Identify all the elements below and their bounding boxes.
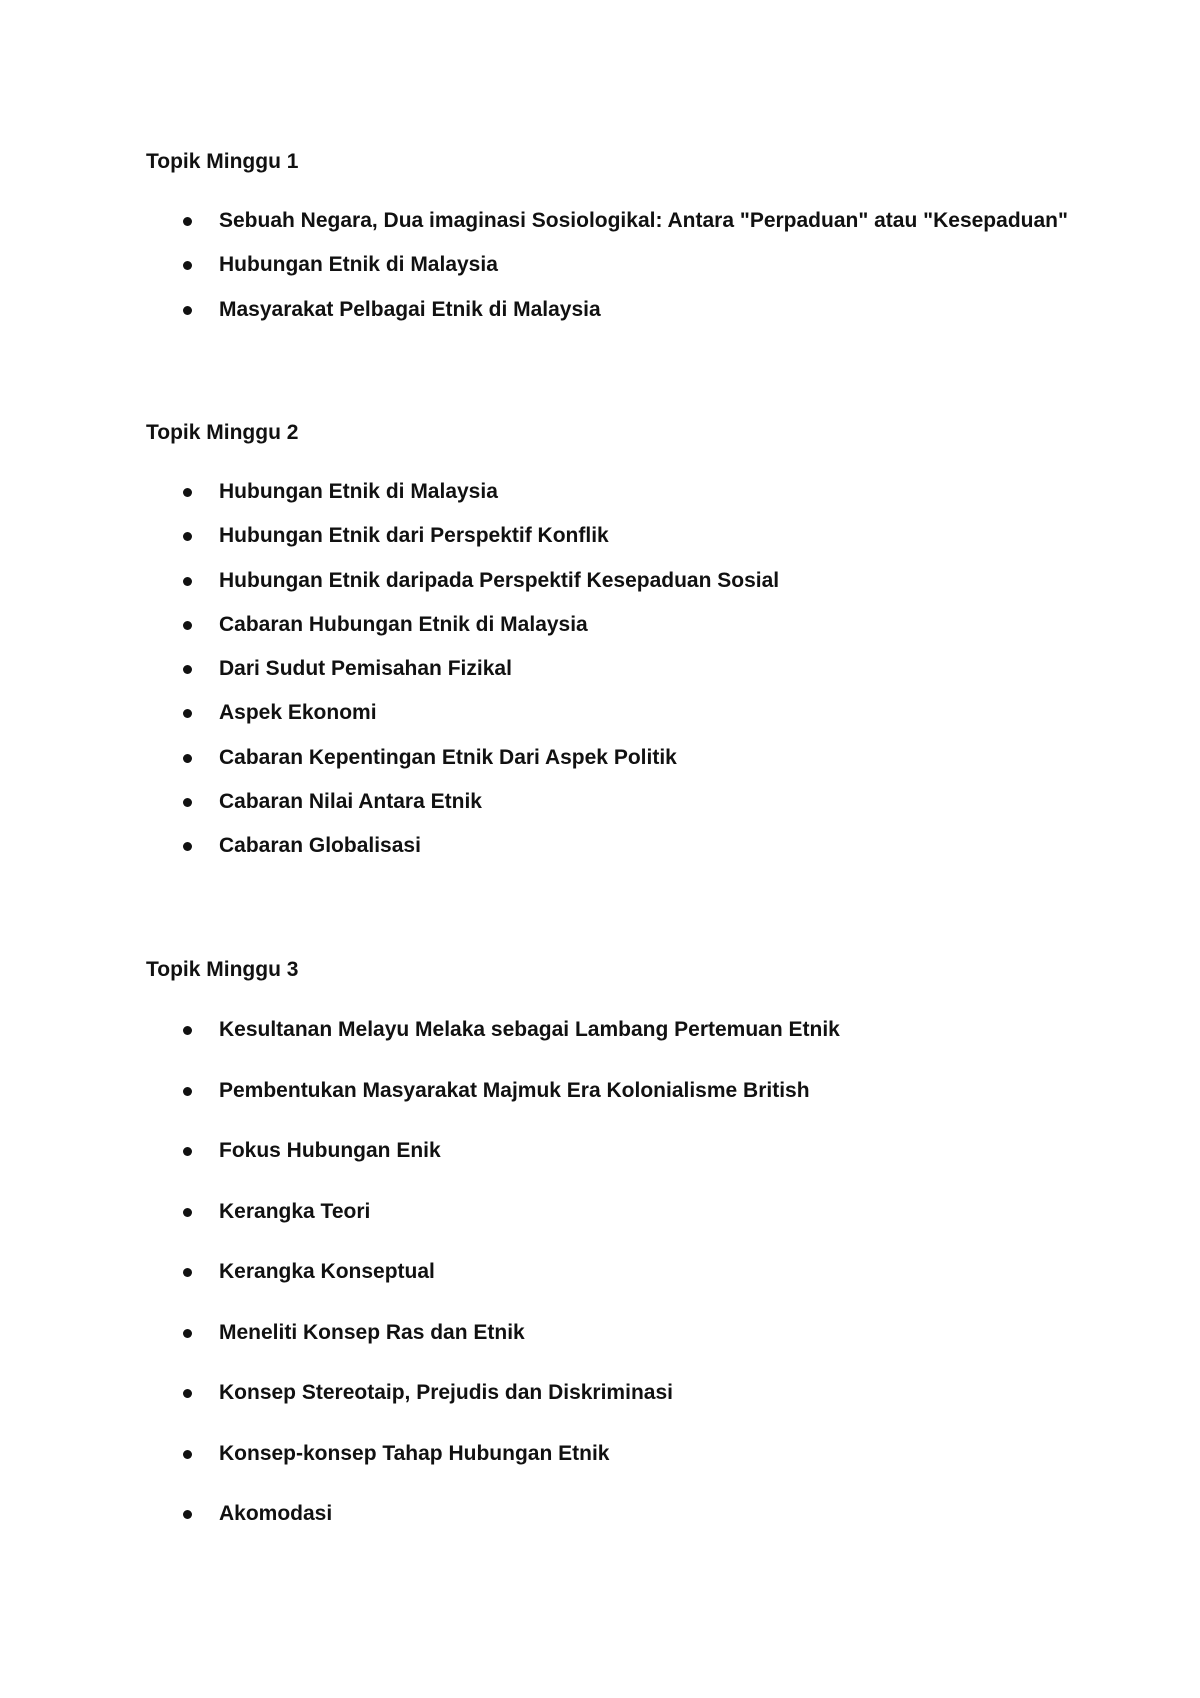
list-item-label: Cabaran Kepentingan Etnik Dari Aspek Politik — [219, 745, 677, 769]
bullet-icon — [183, 1087, 192, 1096]
bullet-icon — [183, 1329, 192, 1338]
bullet-icon — [183, 754, 192, 763]
bullet-icon — [183, 798, 192, 807]
bullet-icon — [183, 1389, 192, 1398]
list-item-label: Hubungan Etnik di Malaysia — [219, 480, 498, 503]
list-item-label: Dari Sudut Pemisahan Fizikal — [219, 657, 512, 681]
list-item-label: Pembentukan Masyarakat Majmuk Era Kolonialisme British — [219, 1078, 810, 1102]
list-item-label: Cabaran Globalisasi — [219, 834, 421, 858]
bullet-icon — [183, 306, 192, 315]
bullet-icon — [183, 665, 192, 674]
list-item-label: Masyarakat Pelbagai Etnik di Malaysia — [219, 297, 601, 321]
list-item-label: Kerangka Teori — [219, 1199, 371, 1223]
section-heading-week-2: Topik Minggu 2 — [146, 421, 299, 444]
list-item-label: Cabaran Nilai Antara Etnik — [219, 790, 482, 814]
bullet-icon — [183, 1208, 192, 1217]
list-item-label: Hubungan Etnik daripada Perspektif Kesepaduan Sosial — [219, 568, 780, 592]
bullet-icon — [183, 621, 192, 630]
bullet-icon — [183, 488, 192, 497]
list-item-label: Konsep Stereotaip, Prejudis dan Diskriminasi — [219, 1381, 673, 1404]
list-item-label: Meneliti Konsep Ras dan Etnik — [219, 1320, 525, 1344]
list-item-label: Hubungan Etnik dari Perspektif Konflik — [219, 524, 609, 548]
bullet-icon — [183, 532, 192, 541]
list-item-label: Cabaran Hubungan Etnik di Malaysia — [219, 612, 588, 636]
bullet-icon — [183, 1026, 192, 1035]
bullet-icon — [183, 709, 192, 718]
bullet-icon — [183, 842, 192, 851]
bullet-icon — [183, 1147, 192, 1156]
list-item-label: Kesultanan Melayu Melaka sebagai Lambang Pertemuan Etnik — [219, 1018, 840, 1041]
bullet-icon — [183, 217, 192, 226]
list-item-label: Akomodasi — [219, 1502, 333, 1525]
list-item-label: Aspek Ekonomi — [219, 701, 377, 725]
bullet-icon — [183, 577, 192, 586]
bullet-icon — [183, 1268, 192, 1277]
section-heading-week-3: Topik Minggu 3 — [146, 958, 299, 981]
list-item-label: Hubungan Etnik di Malaysia — [219, 253, 498, 277]
bullet-icon — [183, 1450, 192, 1459]
bullet-icon — [183, 1510, 192, 1519]
list-item-label: Konsep-konsep Tahap Hubungan Etnik — [219, 1441, 610, 1465]
list-item-label: Fokus Hubungan Enik — [219, 1139, 441, 1162]
section-heading-week-1: Topik Minggu 1 — [146, 150, 299, 173]
list-item-label: Sebuah Negara, Dua imaginasi Sosiologikal: Antara "Perpaduan" atau "Kesepaduan" — [219, 209, 1068, 232]
bullet-icon — [183, 261, 192, 270]
list-item-label: Kerangka Konseptual — [219, 1260, 435, 1283]
